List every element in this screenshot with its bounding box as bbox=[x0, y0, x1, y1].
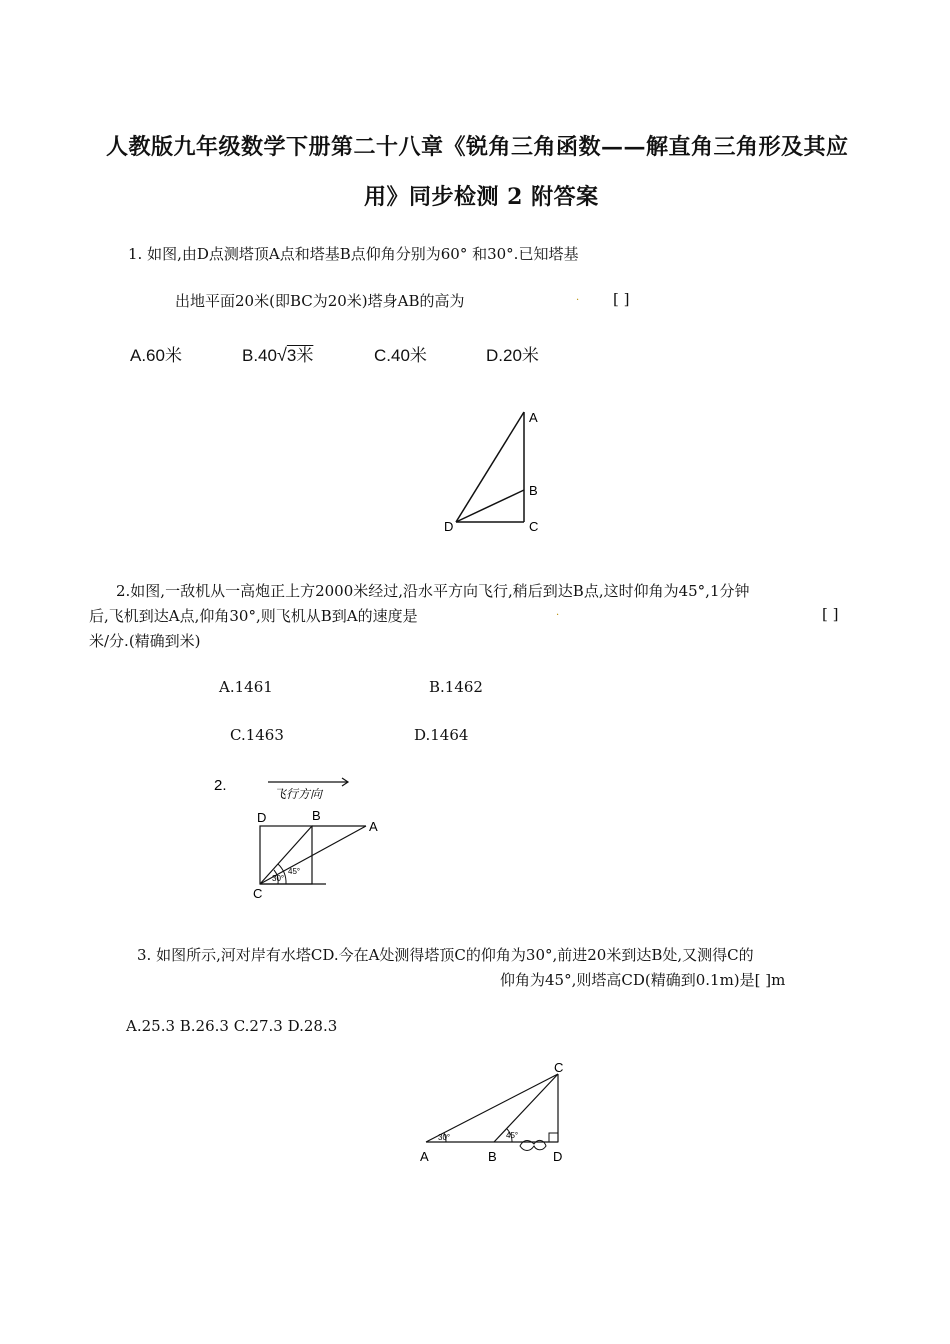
q2-text-line-3: 米/分.(精确到米) bbox=[89, 632, 201, 650]
sqrt-sign: √ bbox=[276, 345, 287, 365]
sight-line-ac bbox=[426, 1074, 558, 1142]
title-line-2: 用》同步检测 2 附答案 bbox=[364, 184, 599, 210]
label-d: D bbox=[257, 810, 267, 825]
q2-blank-mark: . bbox=[556, 607, 560, 618]
q1-text-line-2: 出地平面20米(即BC为20米)塔身AB的高为 bbox=[175, 292, 465, 310]
q1-option-d: D.20米 bbox=[486, 346, 539, 365]
right-angle-mark bbox=[549, 1133, 558, 1142]
q2-figure-plane bbox=[208, 770, 398, 905]
q1-option-a: A.60米 bbox=[130, 346, 182, 365]
angle-label-30: 30° bbox=[438, 1133, 451, 1142]
label-d: D bbox=[553, 1149, 563, 1164]
q2-option-d: D.1464 bbox=[414, 726, 469, 744]
q2-option-c: C.1463 bbox=[230, 726, 284, 744]
q3-figure-water-tower bbox=[412, 1060, 582, 1170]
label-c: C bbox=[554, 1060, 564, 1075]
title-line-1: 人教版九年级数学下册第二十八章《锐角三角函数——解直角三角形及其应 bbox=[106, 134, 849, 160]
q1-option-b-prefix: B.40 bbox=[242, 346, 277, 365]
label-a: A bbox=[369, 819, 378, 834]
angle-label-45: 45° bbox=[506, 1131, 519, 1140]
q2-text-line-2: 后,飞机到达A点,仰角30°,则飞机从B到A的速度是 bbox=[89, 607, 418, 625]
q1-option-b bbox=[242, 341, 313, 366]
figure-number: 2. bbox=[214, 777, 227, 794]
q2-option-b: B.1462 bbox=[429, 678, 483, 696]
angle-label-30: 30° bbox=[272, 874, 285, 883]
label-b: B bbox=[529, 483, 538, 498]
q1-figure-tower bbox=[438, 402, 558, 542]
q2-option-a: A.1461 bbox=[219, 678, 273, 696]
sight-line-cb bbox=[260, 826, 312, 884]
q1-option-c: C.40米 bbox=[374, 346, 427, 365]
label-a: A bbox=[420, 1149, 429, 1164]
q3-text-line-2: 仰角为45°,则塔高CD(精确到0.1m)是[ ]m bbox=[500, 971, 786, 989]
label-a: A bbox=[529, 410, 538, 425]
label-d: D bbox=[444, 519, 454, 534]
q1-answer-bracket: [ ] bbox=[613, 290, 630, 308]
direction-label: 飞行方向 bbox=[274, 787, 323, 801]
q1-text-line-1: 1. 如图,由D点测塔顶A点和塔基B点仰角分别为60° 和30°.已知塔基 bbox=[128, 245, 579, 263]
sight-line-bc bbox=[494, 1074, 558, 1142]
label-c: C bbox=[253, 886, 263, 901]
q1-blank-mark: . bbox=[576, 292, 580, 303]
label-c: C bbox=[529, 519, 539, 534]
label-b: B bbox=[312, 808, 321, 823]
q3-options: A.25.3 B.26.3 C.27.3 D.28.3 bbox=[126, 1017, 338, 1035]
q2-answer-bracket: [ ] bbox=[822, 605, 839, 623]
q2-text-line-1: 2.如图,一敌机从一高炮正上方2000米经过,沿水平方向飞行,稍后到达B点,这时仰角为45°,1分钟 bbox=[116, 582, 750, 600]
q1-option-b-suffix: 3米 bbox=[286, 346, 314, 365]
q3-text-line-1: 3. 如图所示,河对岸有水塔CD.今在A处测得塔顶C的仰角为30°,前进20米到达B处,又测得C的 bbox=[137, 946, 754, 964]
angle-label-45: 45° bbox=[288, 867, 301, 876]
label-b: B bbox=[488, 1149, 497, 1164]
